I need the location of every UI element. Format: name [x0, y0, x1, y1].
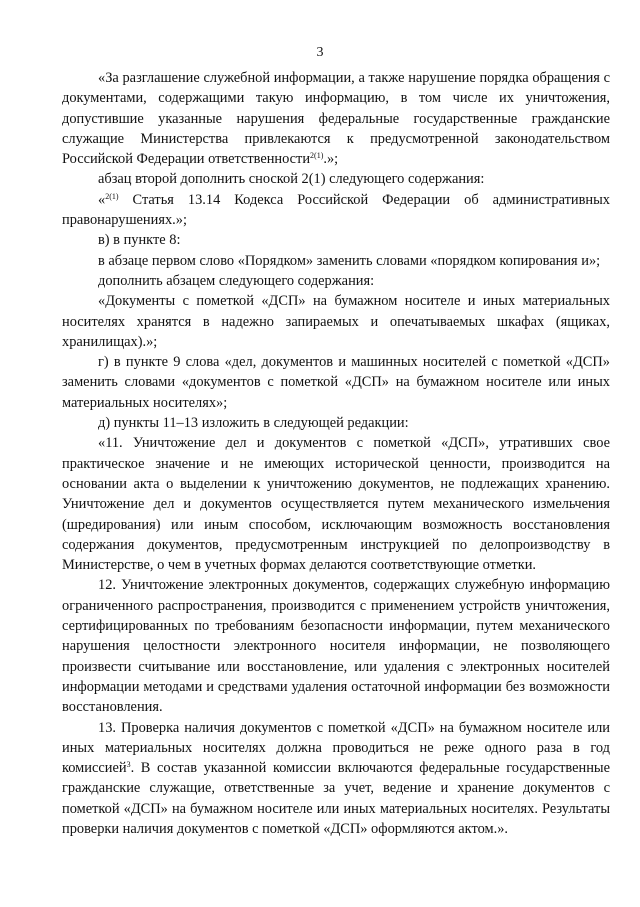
- paragraph-tail: .»;: [323, 151, 339, 168]
- paragraph-footnote-instruction: абзац второй дополнить сноской 2(1) следующего содержания:: [98, 171, 485, 188]
- paragraph-tail: Статья 13.14 Кодекса Российской Федерации об административных правонарушениях.»;: [62, 191, 610, 229]
- paragraph-text: «За разглашение служебной информации, а также нарушение порядка обращения с документами, содержащими такую информацию, в том числе их уничтожения, допустившие указанные нарушения федеральные государственные гражданские служащие Министерства привлекаются к предусмотренной законодательством Российской Федерации ответственности: [62, 70, 610, 168]
- paragraph-pre: «: [98, 191, 106, 208]
- paragraph-item-g: г) в пункте 9 слова «дел, документов и машинных носителей с пометкой «ДСП» заменить словами «документов с пометкой «ДСП» на бумажном носителе или иных материальных носителях»;: [62, 354, 610, 411]
- paragraph-add-clause: дополнить абзацем следующего содержания:: [98, 272, 375, 289]
- footnote-ref: 3: [126, 760, 131, 770]
- paragraph-footnote-text: [62, 190, 610, 231]
- footnote-ref: 2(1): [105, 191, 119, 201]
- paragraph-clause-13: [62, 718, 610, 840]
- paragraph-replace-word: в абзаце первом слово «Порядком» заменить словами «порядком копирования и»;: [98, 252, 601, 269]
- paragraph-clause-11: «11. Уничтожение дел и документов с пометкой «ДСП», утративших свое практическое значение и не имеющих исторической ценности, производится на основании акта о выделении к уничтожению документов, не подлежащих хранению. Уничтожение дел и документов осуществляется путем механического измельчения (шредирования) или иным способом, исключающим возможность восстановления содержания документов, предусмотренным инструкцией по делопроизводству в Министерстве, о чем в учетных формах делаются соответствующие отметки.: [62, 435, 610, 574]
- paragraph-clause-12: 12. Уничтожение электронных документов, содержащих служебную информацию ограниченного распространения, производится с применением устройств уничтожения, сертифицированных по требованиям безопасности информации, путем механического нарушения целостности электронного носителя информации, не позволяющего произвести считывание или восстановление, или удаления с электронных носителей информации методами и средствами удаления остаточной информации без возможности восстановления.: [62, 577, 610, 716]
- page-number: 3: [316, 45, 324, 60]
- document-body: [62, 68, 610, 839]
- paragraph-tail: . В состав указанной комиссии включаются федеральные государственные гражданские служащие, ответственные за учет, ведение и хранение документов с пометкой «ДСП» на бумажном носителе или иных материальных носителях. Результаты проверки наличия документов с пометкой «ДСП» оформляются актом.».: [62, 760, 610, 837]
- paragraph-item-v: в) в пункте 8:: [98, 232, 181, 249]
- footnote-ref: 2(1): [310, 151, 324, 161]
- paragraph-item-d: д) пункты 11–13 изложить в следующей редакции:: [98, 415, 409, 432]
- paragraph-quote-liability: [62, 68, 610, 169]
- paragraph-text: 13. Проверка наличия документов с пометкой «ДСП» на бумажном носителе или иных материальных носителях должна проводиться не реже одного раза в год комиссией: [62, 719, 610, 777]
- paragraph-storage-clause: «Документы с пометкой «ДСП» на бумажном носителе и иных материальных носителях хранятся в надежно запираемых и опечатываемых шкафах (ящиках, хранилищах).»;: [62, 293, 610, 350]
